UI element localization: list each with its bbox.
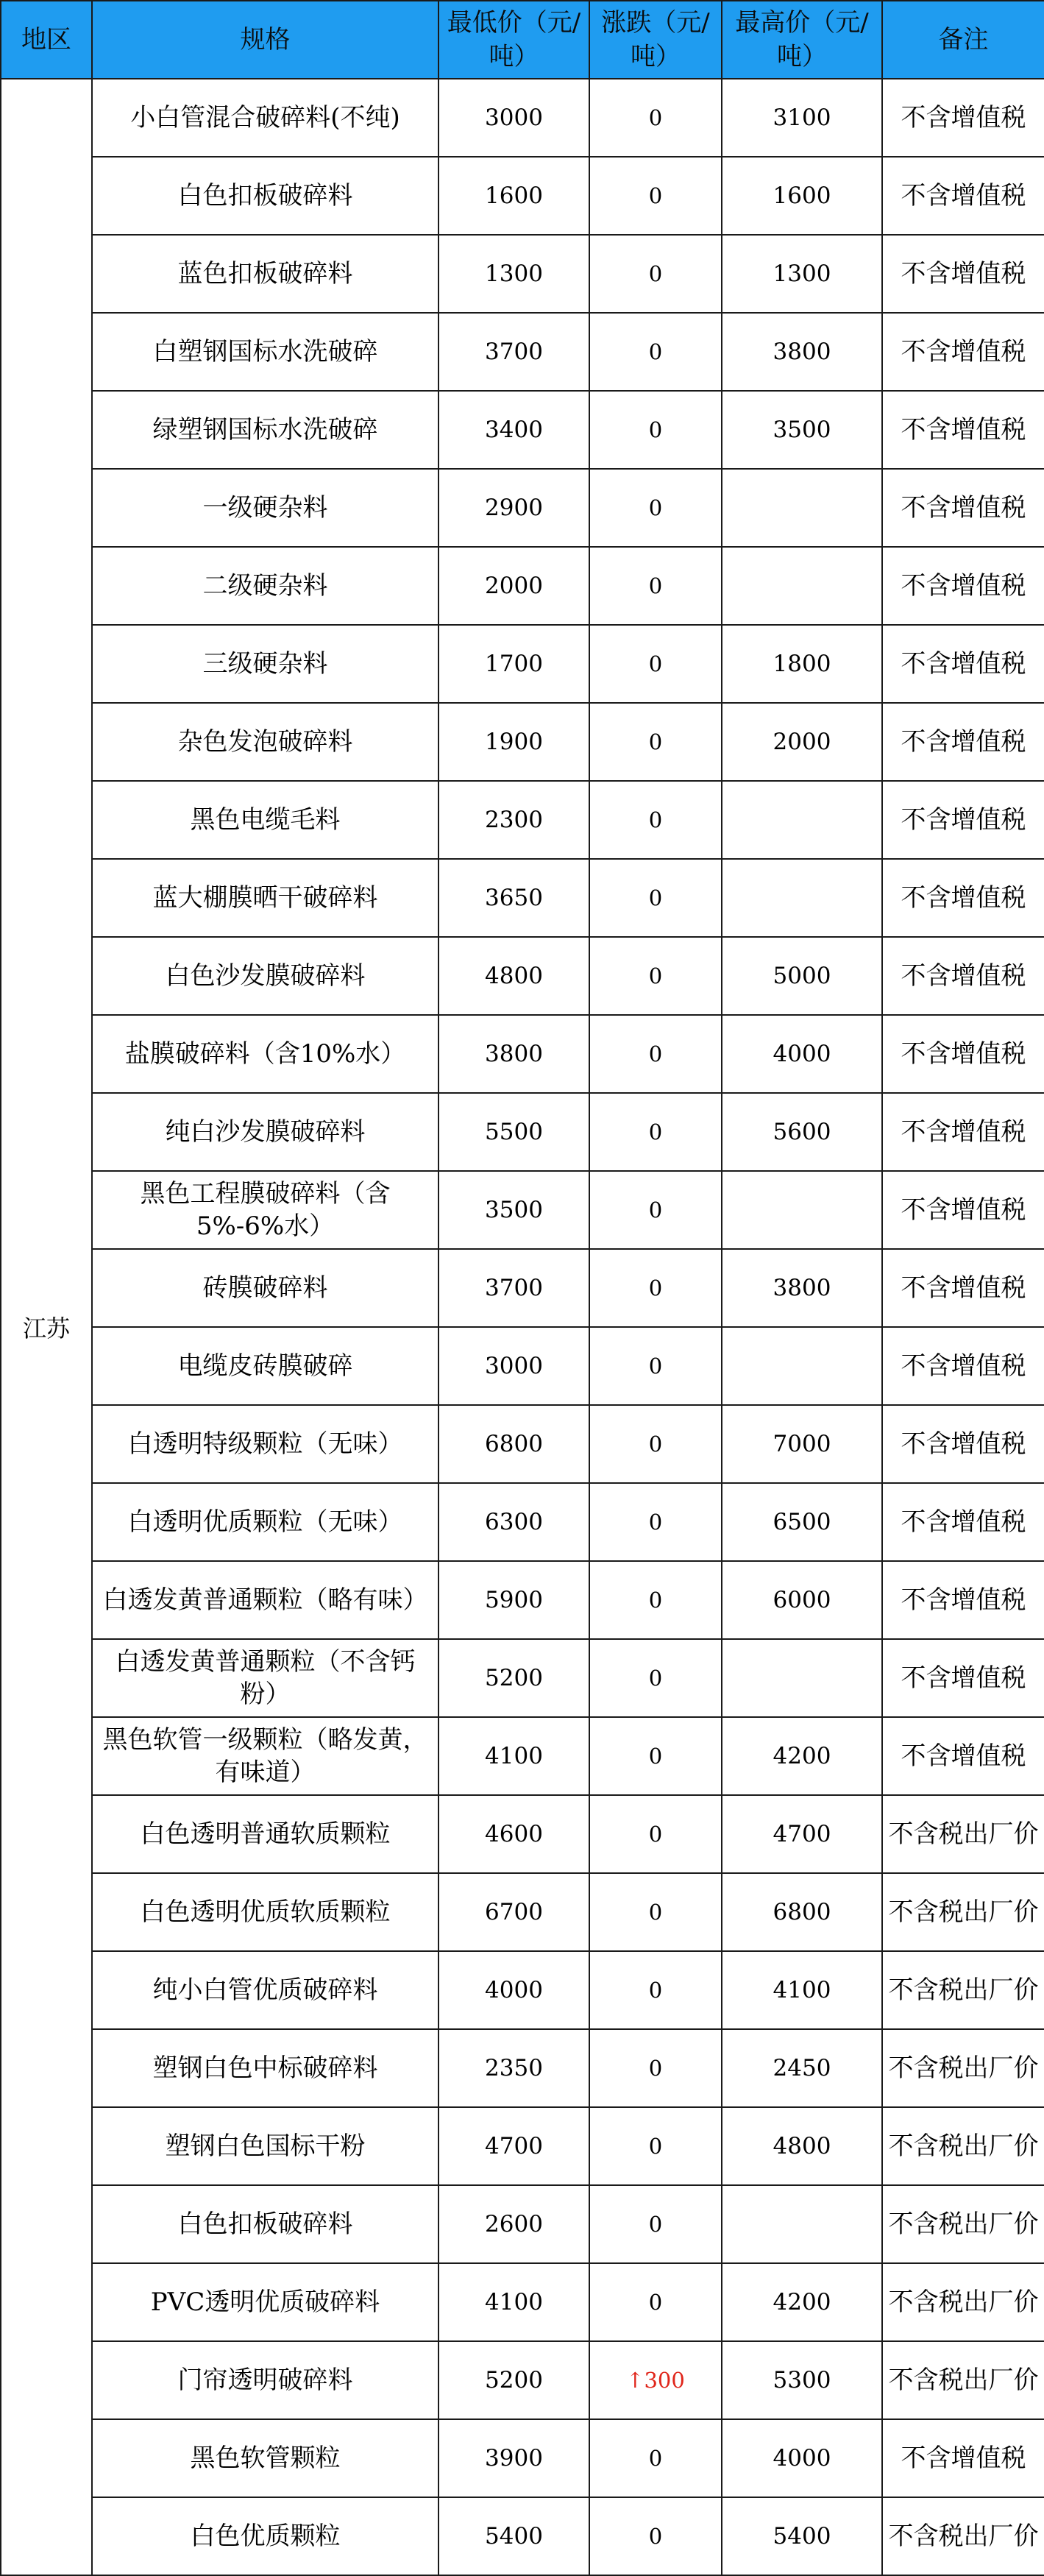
region-cell: 江苏 [1,79,92,2575]
note-cell: 不含增值税 [882,1015,1044,1093]
max-price-cell: 3500 [722,391,882,469]
change-cell: 0 [589,1717,722,1795]
max-price-cell: 3800 [722,1249,882,1327]
spec-cell: 一级硬杂料 [92,469,438,547]
table-row [1,625,1044,703]
table-row [1,1327,1044,1405]
max-price-cell: 3100 [722,79,882,157]
spec-cell: 盐膜破碎料（含10%水） [92,1015,438,1093]
spec-cell: PVC透明优质破碎料 [92,2263,438,2341]
max-price-cell: 7000 [722,1405,882,1483]
table-row [1,1639,1044,1717]
header-region: 地区 [1,1,92,79]
spec-cell: 小白管混合破碎料(不纯) [92,79,438,157]
table-row [1,1873,1044,1951]
min-price-cell: 5500 [438,1093,589,1171]
min-price-cell: 4800 [438,937,589,1015]
table-row [1,2185,1044,2263]
change-cell: 0 [589,2419,722,2497]
spec-cell: 砖膜破碎料 [92,1249,438,1327]
min-price-cell: 4100 [438,1717,589,1795]
change-cell: 0 [589,79,722,157]
max-price-cell [722,547,882,625]
note-cell: 不含税出厂价 [882,1795,1044,1873]
max-price-cell: 5600 [722,1093,882,1171]
change-cell: 0 [589,781,722,859]
change-cell: 0 [589,1795,722,1873]
note-cell: 不含税出厂价 [882,1873,1044,1951]
max-price-cell: 4200 [722,1717,882,1795]
min-price-cell: 6700 [438,1873,589,1951]
change-cell: 0 [589,1249,722,1327]
note-cell: 不含增值税 [882,313,1044,391]
change-cell: 0 [589,1873,722,1951]
header-min-price: 最低价（元/吨） [438,1,589,79]
min-price-cell: 2900 [438,469,589,547]
change-cell: 0 [589,2263,722,2341]
table-row [1,1483,1044,1561]
note-cell: 不含税出厂价 [882,2497,1044,2575]
table-row [1,1561,1044,1639]
min-price-cell: 2000 [438,547,589,625]
change-cell: 0 [589,313,722,391]
change-cell: 0 [589,1561,722,1639]
note-cell: 不含增值税 [882,1483,1044,1561]
note-cell: 不含增值税 [882,2419,1044,2497]
spec-cell: 黑色软管一级颗粒（略发黄，有味道） [92,1717,438,1795]
table-row [1,2029,1044,2107]
note-cell: 不含增值税 [882,937,1044,1015]
min-price-cell: 4700 [438,2107,589,2185]
max-price-cell [722,1327,882,1405]
spec-cell: 塑钢白色国标干粉 [92,2107,438,2185]
note-cell: 不含增值税 [882,1405,1044,1483]
min-price-cell: 5400 [438,2497,589,2575]
max-price-cell [722,1171,882,1249]
note-cell: 不含增值税 [882,703,1044,781]
header-row [1,1,1044,79]
min-price-cell: 3800 [438,1015,589,1093]
header-max-price: 最高价（元/吨） [722,1,882,79]
spec-cell: 白色扣板破碎料 [92,2185,438,2263]
table-row [1,2107,1044,2185]
change-cell: 0 [589,1015,722,1093]
table-row [1,79,1044,157]
max-price-cell: 5400 [722,2497,882,2575]
max-price-cell: 1800 [722,625,882,703]
table-body [1,79,1044,2575]
min-price-cell: 4600 [438,1795,589,1873]
note-cell: 不含增值税 [882,781,1044,859]
spec-cell: 黑色电缆毛料 [92,781,438,859]
change-cell: ↑300 [589,2341,722,2419]
table-row [1,937,1044,1015]
note-cell: 不含增值税 [882,625,1044,703]
min-price-cell: 3700 [438,1249,589,1327]
max-price-cell: 5000 [722,937,882,1015]
change-cell: 0 [589,1483,722,1561]
change-cell: 0 [589,2185,722,2263]
note-cell: 不含增值税 [882,1249,1044,1327]
header-spec: 规格 [92,1,438,79]
change-cell: 0 [589,937,722,1015]
max-price-cell: 1300 [722,235,882,313]
spec-cell: 黑色软管颗粒 [92,2419,438,2497]
spec-cell: 蓝大棚膜晒干破碎料 [92,859,438,937]
note-cell: 不含税出厂价 [882,2185,1044,2263]
min-price-cell: 3900 [438,2419,589,2497]
max-price-cell: 6800 [722,1873,882,1951]
table-row [1,469,1044,547]
min-price-cell: 3500 [438,1171,589,1249]
min-price-cell: 2600 [438,2185,589,2263]
max-price-cell [722,469,882,547]
note-cell: 不含税出厂价 [882,1951,1044,2029]
spec-cell: 白色优质颗粒 [92,2497,438,2575]
min-price-cell: 6800 [438,1405,589,1483]
note-cell: 不含税出厂价 [882,2029,1044,2107]
spec-cell: 电缆皮砖膜破碎 [92,1327,438,1405]
table-row [1,1015,1044,1093]
spec-cell: 黑色工程膜破碎料（含5%-6%水） [92,1171,438,1249]
table-row [1,2263,1044,2341]
note-cell: 不含增值税 [882,1327,1044,1405]
min-price-cell: 3650 [438,859,589,937]
header-note: 备注 [882,1,1044,79]
min-price-cell: 5900 [438,1561,589,1639]
spec-cell: 门帘透明破碎料 [92,2341,438,2419]
spec-cell: 纯小白管优质破碎料 [92,1951,438,2029]
note-cell: 不含增值税 [882,1561,1044,1639]
change-cell: 0 [589,469,722,547]
spec-cell: 白塑钢国标水洗破碎 [92,313,438,391]
spec-cell: 白透发黄普通颗粒（不含钙粉） [92,1639,438,1717]
min-price-cell: 1300 [438,235,589,313]
table-row [1,859,1044,937]
max-price-cell: 4100 [722,1951,882,2029]
note-cell: 不含增值税 [882,1717,1044,1795]
note-cell: 不含增值税 [882,1093,1044,1171]
min-price-cell: 5200 [438,2341,589,2419]
min-price-cell: 3000 [438,79,589,157]
note-cell: 不含税出厂价 [882,2263,1044,2341]
table-row [1,781,1044,859]
change-cell: 0 [589,1639,722,1717]
table-row [1,391,1044,469]
min-price-cell: 3000 [438,1327,589,1405]
note-cell: 不含增值税 [882,859,1044,937]
note-cell: 不含税出厂价 [882,2341,1044,2419]
table-row [1,1171,1044,1249]
max-price-cell: 4000 [722,2419,882,2497]
max-price-cell: 4200 [722,2263,882,2341]
spec-cell: 绿塑钢国标水洗破碎 [92,391,438,469]
max-price-cell: 1600 [722,157,882,235]
table-row [1,2341,1044,2419]
change-cell: 0 [589,2029,722,2107]
min-price-cell: 5200 [438,1639,589,1717]
table-row [1,2497,1044,2575]
note-cell: 不含增值税 [882,1639,1044,1717]
change-cell: 0 [589,2107,722,2185]
change-cell: 0 [589,1327,722,1405]
change-cell: 0 [589,859,722,937]
change-cell: 0 [589,235,722,313]
table-row [1,1093,1044,1171]
max-price-cell: 4700 [722,1795,882,1873]
spec-cell: 白色扣板破碎料 [92,157,438,235]
spec-cell: 二级硬杂料 [92,547,438,625]
min-price-cell: 3400 [438,391,589,469]
min-price-cell: 1600 [438,157,589,235]
min-price-cell: 4000 [438,1951,589,2029]
note-cell: 不含增值税 [882,547,1044,625]
table-row [1,313,1044,391]
note-cell: 不含增值税 [882,235,1044,313]
min-price-cell: 1700 [438,625,589,703]
spec-cell: 白色沙发膜破碎料 [92,937,438,1015]
spec-cell: 纯白沙发膜破碎料 [92,1093,438,1171]
min-price-cell: 6300 [438,1483,589,1561]
max-price-cell [722,2185,882,2263]
change-cell: 0 [589,2497,722,2575]
change-cell: 0 [589,1093,722,1171]
spec-cell: 白色透明优质软质颗粒 [92,1873,438,1951]
spec-cell: 蓝色扣板破碎料 [92,235,438,313]
note-cell: 不含税出厂价 [882,2107,1044,2185]
table-row [1,235,1044,313]
table-row [1,547,1044,625]
max-price-cell: 2000 [722,703,882,781]
change-cell: 0 [589,391,722,469]
table-row [1,1405,1044,1483]
note-cell: 不含增值税 [882,157,1044,235]
table-row [1,1717,1044,1795]
header-change: 涨跌（元/吨） [589,1,722,79]
max-price-cell [722,1639,882,1717]
table-row [1,157,1044,235]
note-cell: 不含增值税 [882,1171,1044,1249]
note-cell: 不含增值税 [882,391,1044,469]
min-price-cell: 4100 [438,2263,589,2341]
max-price-cell [722,859,882,937]
spec-cell: 白透发黄普通颗粒（略有味） [92,1561,438,1639]
spec-cell: 白色透明普通软质颗粒 [92,1795,438,1873]
change-cell: 0 [589,547,722,625]
change-cell: 0 [589,157,722,235]
max-price-cell: 4000 [722,1015,882,1093]
change-cell: 0 [589,1951,722,2029]
change-cell: 0 [589,625,722,703]
table-row [1,1249,1044,1327]
note-cell: 不含增值税 [882,79,1044,157]
change-cell: 0 [589,703,722,781]
spec-cell: 杂色发泡破碎料 [92,703,438,781]
max-price-cell: 5300 [722,2341,882,2419]
max-price-cell [722,781,882,859]
table-row [1,1951,1044,2029]
change-cell: 0 [589,1405,722,1483]
min-price-cell: 3700 [438,313,589,391]
min-price-cell: 2350 [438,2029,589,2107]
min-price-cell: 1900 [438,703,589,781]
max-price-cell: 6000 [722,1561,882,1639]
note-cell: 不含增值税 [882,469,1044,547]
spec-cell: 白透明特级颗粒（无味） [92,1405,438,1483]
spec-cell: 三级硬杂料 [92,625,438,703]
table-row [1,2419,1044,2497]
max-price-cell: 6500 [722,1483,882,1561]
max-price-cell: 3800 [722,313,882,391]
min-price-cell: 2300 [438,781,589,859]
table-row [1,1795,1044,1873]
max-price-cell: 4800 [722,2107,882,2185]
max-price-cell: 2450 [722,2029,882,2107]
spec-cell: 白透明优质颗粒（无味） [92,1483,438,1561]
spec-cell: 塑钢白色中标破碎料 [92,2029,438,2107]
change-cell: 0 [589,1171,722,1249]
table-row [1,703,1044,781]
